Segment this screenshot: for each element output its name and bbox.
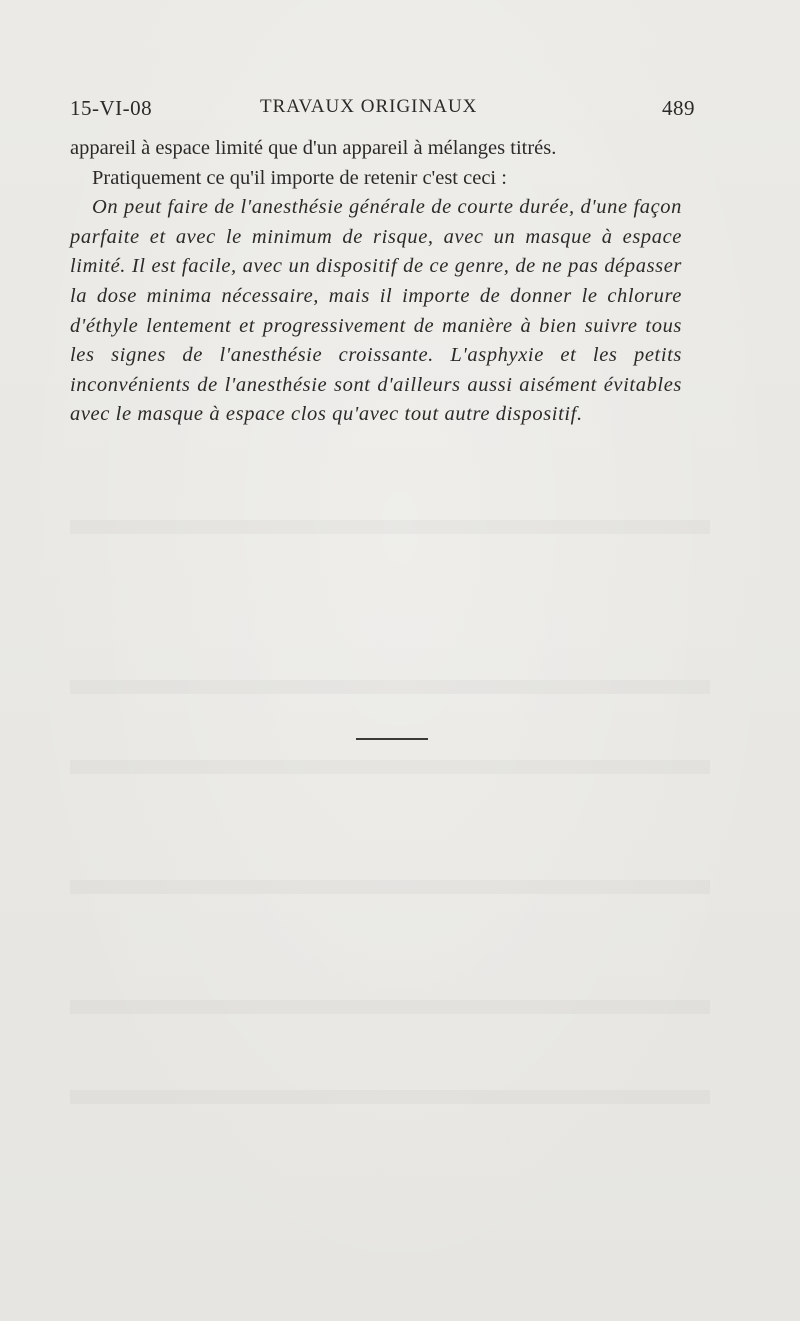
bleed-through-line <box>70 1090 710 1104</box>
paragraph-continuation: appareil à espace limité que d'un appareil à mélanges titrés. <box>70 137 557 159</box>
paragraph-conclusion: On peut faire de l'anesthésie générale de courte durée, d'une façon parfaite et avec le minimum de risque, avec un masque à espace limité. Il est facile, avec un dispositif de ce genre, de ne pas dépasser la dose minima nécessaire, mais il importe de donner le chlorure d'éthyle lentement et progressivement de manière à bien suivre tous les signes de l'anesthésie croissante. L'asphyxie et les petits inconvénients de l'anesthésie sont d'ailleurs aussi aisément évitables avec le masque à espace clos qu'avec tout autre dispositif. <box>70 196 682 426</box>
bleed-through-line <box>70 760 710 774</box>
bleed-through-line <box>70 520 710 534</box>
bleed-through-line <box>70 680 710 694</box>
header-running-title: TRAVAUX ORIGINAUX <box>260 96 478 117</box>
body-text <box>70 134 682 430</box>
bleed-through-line <box>70 1000 710 1014</box>
bleed-through-line <box>70 880 710 894</box>
section-end-rule <box>356 738 428 740</box>
header-date: 15-VI-08 <box>70 96 153 120</box>
paragraph-lead-in: Pratiquement ce qu'il importe de retenir c'est ceci : <box>92 166 507 189</box>
header-page-number: 489 <box>662 96 695 120</box>
running-header <box>70 96 695 126</box>
